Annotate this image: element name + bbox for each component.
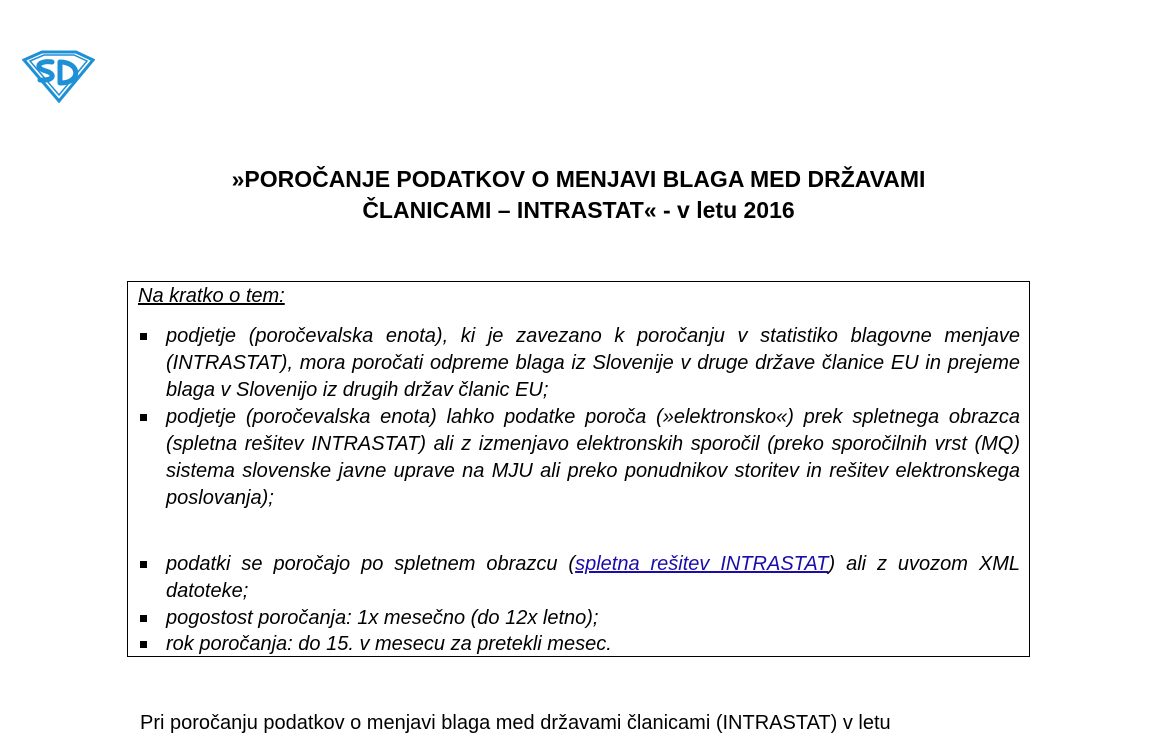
- page-title: [0, 164, 1157, 226]
- bullet-square-icon: [140, 641, 147, 648]
- list-item-text: podjetje (poročevalska enota) lahko podatke poroča (»elektronsko«) prek spletnega obrazca (spletna rešitev INTRASTAT) ali z izmenjavo elektronskih sporočil (preko sporočilnih vrst (MQ) sistema slovenske javne uprave na MJU ali preko ponudnikov storitev in rešitev elektronskega poslovanja);: [166, 406, 1020, 509]
- bullet-square-icon: [140, 561, 147, 568]
- list-item-text: podjetje (poročevalska enota), ki je zavezano k poročanju v statistiko blagovne menjave (INTRASTAT), mora poročati odpreme blaga iz Slovenije v druge države članice EU in prejeme blaga v Slovenijo iz drugih držav članic EU;: [166, 325, 1020, 401]
- list-item: [138, 631, 1020, 658]
- sd-shield-logo-icon: [22, 50, 95, 103]
- page-title-line-1: »POROČANJE PODATKOV O MENJAVI BLAGA MED DRŽAVAMI: [231, 166, 926, 192]
- page-title-line-2: ČLANICAMI – INTRASTAT« - v letu 2016: [362, 197, 795, 223]
- bullet-square-icon: [140, 414, 147, 421]
- list-item-text: pogostost poročanja: 1x mesečno (do 12x letno);: [166, 607, 599, 629]
- summary-heading: Na kratko o tem:: [138, 285, 285, 307]
- list-item: [138, 323, 1020, 404]
- list-item: [138, 404, 1020, 512]
- list-item-text-after-link: ) ali z uvozom XML datoteke;: [166, 553, 1020, 602]
- list-item-text-before-link: podatki se poročajo po spletnem obrazcu (: [166, 553, 576, 575]
- bullet-square-icon: [140, 615, 147, 622]
- summary-box: [127, 281, 1030, 657]
- list-item: [138, 551, 1020, 605]
- list-item: [138, 605, 1020, 632]
- list-item-text: rok poročanja: do 15. v mesecu za pretekli mesec.: [166, 633, 612, 655]
- bullet-square-icon: [140, 333, 147, 340]
- intrastat-web-solution-link[interactable]: spletna rešitev INTRASTAT: [575, 553, 829, 575]
- body-paragraph: Pri poročanju podatkov o menjavi blaga med državami članicami (INTRASTAT) v letu: [140, 712, 891, 734]
